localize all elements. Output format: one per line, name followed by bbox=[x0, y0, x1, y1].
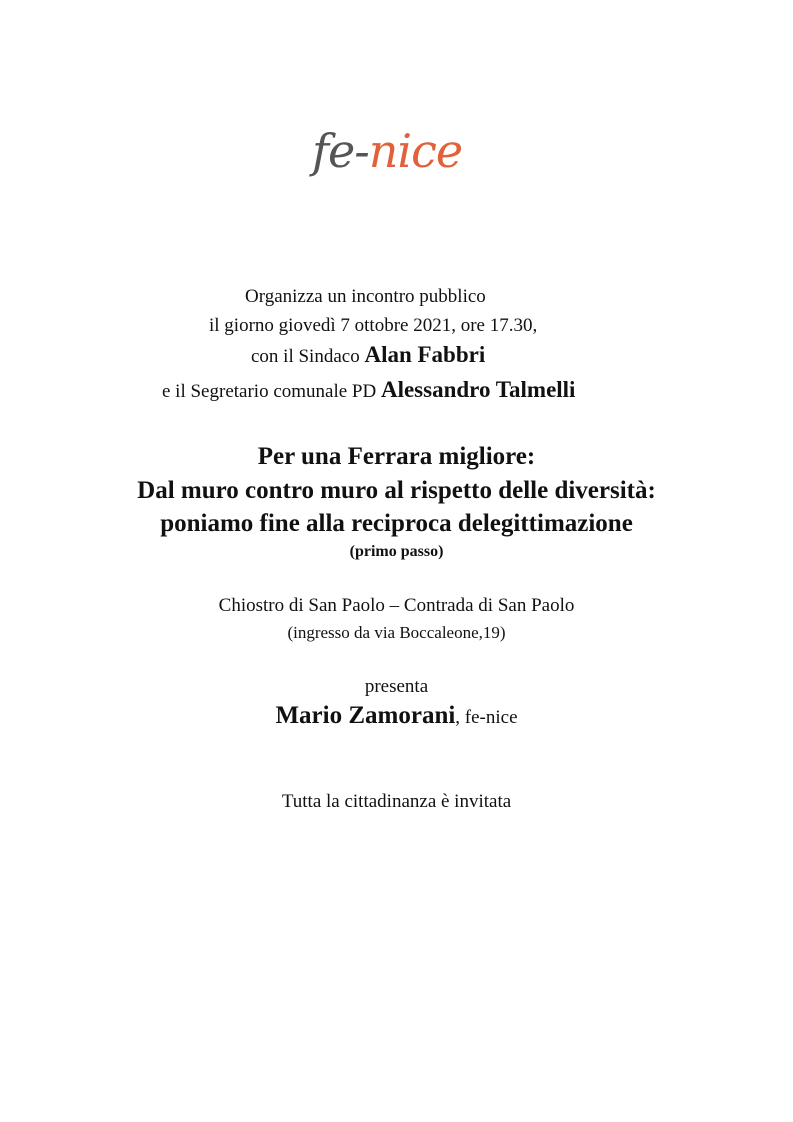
presenter-name: Mario Zamorani bbox=[275, 702, 456, 729]
intro-line-segretario bbox=[162, 378, 575, 401]
segretario-prefix: e il Segretario comunale PD bbox=[162, 381, 381, 402]
presenter-verb: presenta bbox=[364, 676, 429, 697]
logo-part-nice: nice bbox=[368, 124, 463, 178]
fe-nice-logo bbox=[312, 124, 463, 178]
intro-line-date: il giorno giovedì 7 ottobre 2021, ore 17.30, bbox=[209, 315, 538, 336]
venue-entrance: (ingresso da via Boccaleone,19) bbox=[287, 623, 506, 642]
logo-dash: - bbox=[354, 124, 369, 178]
title-line-3: poniamo fine alla reciproca delegittimazione bbox=[160, 510, 633, 537]
title-line-2: Dal muro contro muro al rispetto delle diversità: bbox=[137, 477, 656, 504]
title-note: (primo passo) bbox=[349, 543, 444, 560]
venue-line: Chiostro di San Paolo – Contrada di San Paolo bbox=[218, 595, 575, 616]
presenter-line bbox=[0, 703, 793, 728]
presenter-affiliation: , fe-nice bbox=[455, 707, 518, 728]
segretario-name: Alessandro Talmelli bbox=[380, 377, 576, 402]
intro-line-sindaco bbox=[251, 343, 485, 366]
sindaco-name: Alan Fabbri bbox=[364, 342, 486, 367]
intro-line-organizza: Organizza un incontro pubblico bbox=[245, 286, 486, 307]
sindaco-prefix: con il Sindaco bbox=[251, 346, 365, 367]
title-line-1: Per una Ferrara migliore: bbox=[257, 443, 536, 470]
invitation-line: Tutta la cittadinanza è invitata bbox=[281, 791, 512, 812]
logo-part-fe: fe bbox=[312, 124, 355, 178]
